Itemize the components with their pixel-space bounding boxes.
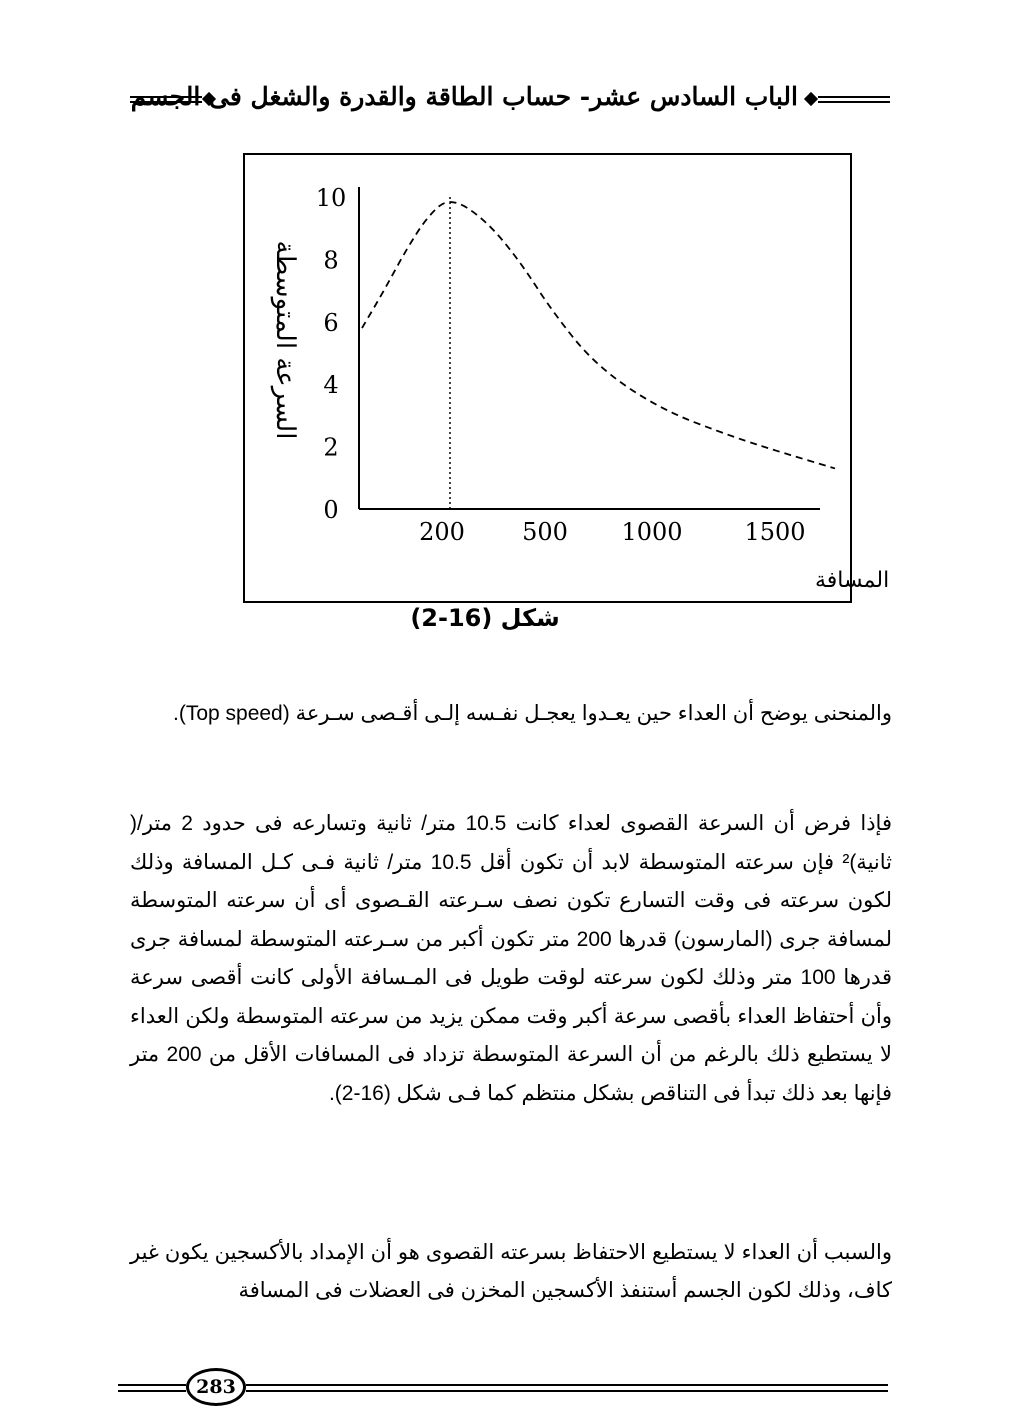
page-footer bbox=[118, 1368, 888, 1408]
x-tick-label-1500: 1500 bbox=[744, 518, 806, 546]
y-tick-label-2: 2 bbox=[323, 433, 339, 462]
header-rule-right bbox=[818, 96, 890, 106]
page-number: 283 bbox=[196, 1376, 236, 1398]
footer-rule-left bbox=[118, 1384, 186, 1386]
figure-frame bbox=[243, 153, 890, 603]
footer-rule-right-2 bbox=[246, 1390, 888, 1392]
footer-rule-left-2 bbox=[118, 1390, 186, 1392]
y-tick-label-6: 6 bbox=[323, 308, 339, 337]
x-tick-label-200: 200 bbox=[419, 518, 465, 546]
y-tick-label-10: 10 bbox=[315, 184, 347, 212]
speed-curve-series bbox=[362, 202, 835, 468]
y-tick-label-0: 0 bbox=[323, 496, 339, 524]
running-header bbox=[130, 82, 890, 122]
y-axis-label: السرعة المتوسطة bbox=[270, 240, 300, 440]
chapter-title: الباب السادس عشر- حساب الطاقة والقدرة والشغل فى الجسم bbox=[130, 82, 798, 111]
x-tick-label-500: 500 bbox=[522, 518, 568, 546]
header-diamond-right bbox=[804, 92, 818, 106]
speed-distance-chart bbox=[245, 155, 890, 601]
paragraph-3: والسبب أن العداء لا يستطيع الاحتفاظ بسرعته القصوى هو أن الإمداد بالأكسجين يكون غير كاف، وذلك لكون الجسم أستنفذ الأكسجين المخزن فى العضلات فى المسافة bbox=[130, 1241, 892, 1302]
footer-rule-right bbox=[246, 1384, 888, 1386]
y-tick-label-4: 4 bbox=[323, 371, 339, 400]
x-axis-label: المسافة bbox=[815, 568, 890, 593]
paragraph-2: فإذا فرض أن السرعة القصوى لعداء كانت 10.5 متر/ ثانية وتسارعه فى حدود 2 متر/( ثانية)² فإن سرعته المتوسطة لابد أن تكون أقل 10.5 متر/ ثانية فـى كـل المسافة وذلك لكون سرعته فى وقت التسارع تكون نصف سـرعته القـصوى أى أن سرعته المتوسطة لمسافة جرى (المارسون) قدرها 200 متر تكون أكبر من سـرعته المتوسطة لمسافة جرى قدرها 100 متر وذلك لكون سرعته لوقت طويل فى المـسافة الأولى كانت أقصى سرعة وأن أحتفاظ العداء بأقصى سرعة أكبر وقت ممكن يزيد من سرعته المتوسطة ولكن العداء لا يستطيع ذلك بالرغم من أن السرعة المتوسطة تزداد فى المسافات الأقل من 200 متر فإنها بعد ذلك تبدأ فى التناقص بشكل منتظم كما فـى شكل (16-2). bbox=[130, 812, 893, 1105]
x-tick-label-1000: 1000 bbox=[621, 518, 683, 546]
y-tick-label-8: 8 bbox=[323, 246, 339, 275]
page-number-badge bbox=[186, 1368, 246, 1406]
figure-caption: شكل (16-2) bbox=[410, 604, 560, 632]
paragraph-1: والمنحنى يوضح أن العداء حين يعـدوا يعجـل نفـسه إلـى أقـصى سـرعة (Top speed). bbox=[173, 702, 892, 725]
